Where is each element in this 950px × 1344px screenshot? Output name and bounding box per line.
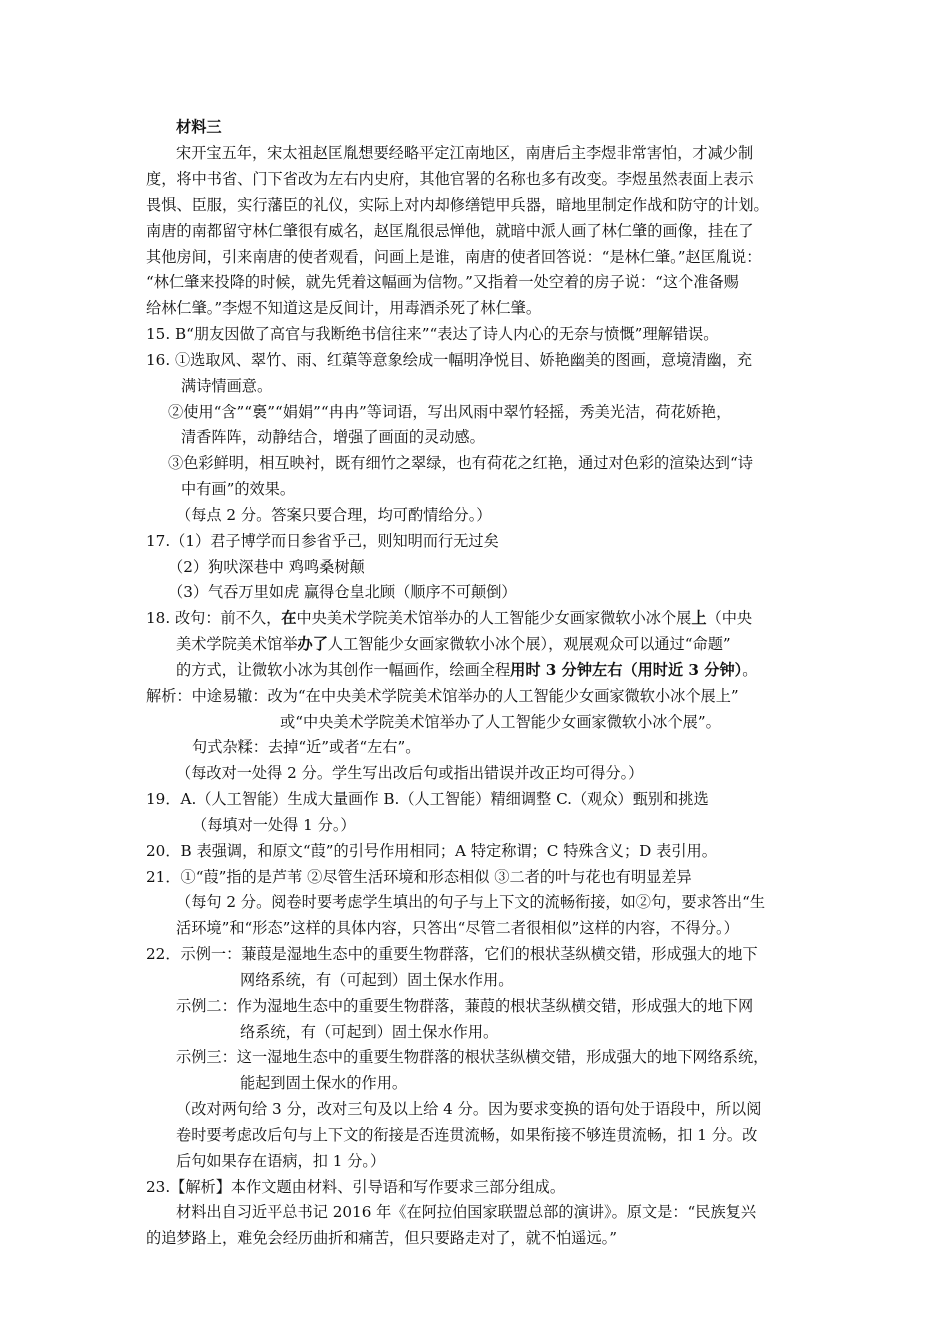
material3-line: 南唐的南都留守林仁肇很有威名，赵匡胤很忌惮他，就暗中派人画了林仁肇的画像，挂在了 — [146, 222, 754, 240]
q16-line: 满诗情画意。 — [181, 377, 273, 395]
q22-note: 卷时要考虑改后句与上下文的衔接是否连贯流畅，如果衔接不够连贯流畅，扣 1 分。改 — [176, 1126, 758, 1144]
material3-line: 畏惧、臣服，实行藩臣的礼仪，实际上对内却修缮铠甲兵器，暗地里制定作战和防守的计划。 — [146, 196, 769, 214]
q18-analysis: 句式杂糅：去掉“近”或者“左右”。 — [192, 738, 421, 756]
q18-bold: 用时 3 分钟左右（用时近 3 分钟） — [510, 661, 743, 679]
q18-text: （中央 — [706, 609, 753, 627]
q18-text: 美术学院美术馆举 — [176, 635, 298, 653]
q23-line: 材料出自习近平总书记 2016 年《在阿拉伯国家联盟总部的演讲》。原文是：“民族复兴 — [176, 1203, 757, 1221]
q22-line: 能起到固土保水的作用。 — [240, 1074, 408, 1092]
q23-line: 23.【解析】本作文题由材料、引导语和写作要求三部分组成。 — [146, 1178, 566, 1196]
q21-line: 21．①“葭”指的是芦苇 ②尽管生活环境和形态相似 ③二者的叶与花也有明显差异 — [146, 868, 692, 886]
q18-bold: 在 — [281, 609, 297, 627]
q18-text: 中央美术学院美术馆举办的人工智能少女画家微软小冰个展 — [296, 609, 692, 627]
q22-line: 示例二：作为湿地生态中的重要生物群落，蒹葭的根状茎纵横交错，形成强大的地下网 — [176, 997, 754, 1015]
q21-line: 活环境”和“形态”这样的具体内容，只答出“尽管二者很相似”这样的内容，不得分。） — [176, 919, 739, 937]
q17-line: （2）狗吠深巷中 鸡鸣桑树颠 — [168, 558, 365, 576]
q18-bold: 上 — [691, 609, 707, 627]
q18-text: 18. 改句：前不久， — [146, 609, 282, 627]
q17-line: 17.（1）君子博学而日参省乎己，则知明而行无过矣 — [146, 532, 499, 550]
q16-line: 清香阵阵，动静结合，增强了画面的灵动感。 — [181, 428, 485, 446]
q16-note: （每点 2 分。答案只要合理，均可酌情给分。） — [176, 506, 492, 524]
q16-line: 16. ①选取风、翠竹、雨、红蕖等意象绘成一幅明净悦目、娇艳幽美的图画，意境清幽，充 — [146, 351, 753, 369]
q18-analysis: 解析：中途易辙：改为“在中央美术学院美术馆举办的人工智能少女画家微软小冰个展上” — [146, 687, 739, 705]
q16-line: 中有画”的效果。 — [181, 480, 296, 498]
q15-answer: 15. B“朋友因做了高官与我断绝书信往来”“表达了诗人内心的无奈与愤慨”理解错误。 — [146, 325, 719, 343]
q18-line — [176, 660, 757, 680]
material3-line: 给林仁肇。”李煜不知道这是反间计，用毒酒杀死了林仁肇。 — [146, 299, 542, 317]
q22-line: 22．示例一：蒹葭是湿地生态中的重要生物群落，它们的根状茎纵横交错，形成强大的地下 — [146, 945, 758, 963]
q16-line: ③色彩鲜明，相互映衬，既有细竹之翠绿，也有荷花之红艳，通过对色彩的渲染达到“诗 — [168, 454, 753, 472]
q22-line: 网络系统，有（可起到）固土保水作用。 — [240, 971, 514, 989]
q16-line: ②使用“含”“裛”“娟娟”“冉冉”等词语，写出风雨中翠竹轻摇，秀美光洁，荷花娇艳， — [168, 403, 732, 421]
q21-line: （每句 2 分。阅卷时要考虑学生填出的句子与上下文的流畅衔接，如②句，要求答出“生 — [176, 893, 766, 911]
q18-bold: 办了 — [297, 635, 328, 653]
q19-line: 19．A.（人工智能）生成大量画作 B.（人工智能）精细调整 C.（观众）甄别和挑选 — [146, 790, 709, 808]
q18-text: 的方式，让微软小冰为其创作一幅画作，绘画全程 — [176, 661, 511, 679]
q18-text: 。 — [742, 661, 758, 679]
q17-line: （3）气吞万里如虎 赢得仓皇北顾（顺序不可颠倒） — [168, 583, 517, 601]
material3-line: 度，将中书省、门下省改为左右内史府，其他官署的名称也多有改变。李煜虽然表面上表示 — [146, 170, 754, 188]
q22-line: 络系统，有（可起到）固土保水作用。 — [240, 1023, 499, 1041]
material3-heading: 材料三 — [176, 118, 222, 136]
material3-line: 其他房间，引来南唐的使者观看，问画上是谁，南唐的使者回答说：“是林仁肇。”赵匡胤说： — [146, 248, 762, 266]
q20-answer: 20．B 表强调，和原文“葭”的引号作用相同；A 特定称谓；C 特殊含义；D 表引用。 — [146, 842, 717, 860]
q18-line — [146, 608, 752, 628]
q22-note: 后句如果存在语病，扣 1 分。） — [176, 1152, 386, 1170]
q18-note: （每改对一处得 2 分。学生写出改后句或指出错误并改正均可得分。） — [176, 764, 644, 782]
q22-line: 示例三：这一湿地生态中的重要生物群落的根状茎纵横交错，形成强大的地下网络系统， — [176, 1048, 769, 1066]
q18-analysis: 或“中央美术学院美术馆举办了人工智能少女画家微软小冰个展”。 — [280, 713, 721, 731]
q18-line — [176, 634, 731, 654]
q22-note: （改对两句给 3 分，改对三句及以上给 4 分。因为要求变换的语句处于语段中，所以阅 — [176, 1100, 762, 1118]
material3-line: “林仁肇来投降的时候，就先凭着这幅画为信物。”又指着一处空着的房子说：“这个准备赐 — [146, 273, 739, 291]
q18-text: 人工智能少女画家微软小冰个展），观展观众可以通过“命题” — [327, 635, 731, 653]
material3-line: 宋开宝五年，宋太祖赵匡胤想要经略平定江南地区，南唐后主李煜非常害怕，才减少制 — [176, 144, 754, 162]
q19-note: （每填对一处得 1 分。） — [192, 816, 356, 834]
q23-line: 的追梦路上，难免会经历曲折和痛苦，但只要路走对了，就不怕遥远。” — [146, 1229, 617, 1247]
